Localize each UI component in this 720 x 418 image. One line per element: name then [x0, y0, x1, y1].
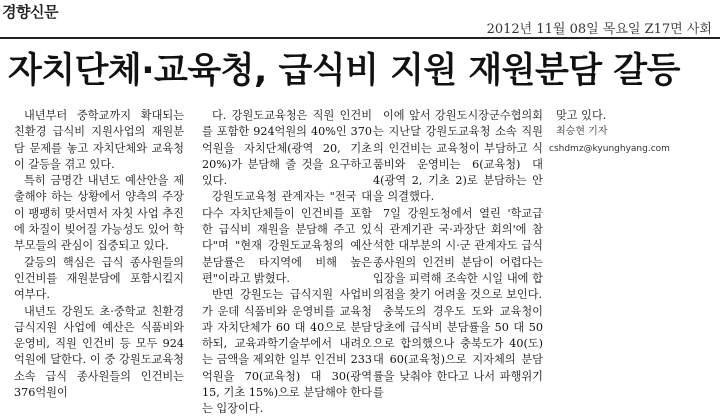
- paragraph: 충북도의 경우도 도와 교육청이 당초에 급식비 분담률을 50 대 50으로 합의했으나 충북도가 40(도) 대 60(교육청)으로 지자체의 분담률을 낮춰야 한다고 나서 파행위기를: [373, 304, 543, 400]
- article-column-4: [546, 108, 716, 157]
- paragraph: 7일 강원도청에서 열린 '학교급식 관계기관 국·과장단 회의'에 참석한 대부분의 시·군 관계자도 급식 종사원의 인건비 분담이 어렵다는 입장을 피력해 조속한 시일 내에 합의점을 찾기 어려울 것으로 보인다.: [373, 206, 543, 302]
- paragraph: 다. 강원도교육청은 직원 인건비를 포함한 924억원의 40%인 370억원을 자치단체(광역 20, 기초 20%)가 분담해 줄 것을 요구하고 있다.: [202, 109, 372, 188]
- headline: 자치단체·교육청, 급식비 지원 재원분담 갈등: [8, 51, 680, 91]
- paragraph: 맞고 있다.: [556, 109, 607, 122]
- dateline: 2012년 11월 08일 목요일 Z17면 사회: [486, 22, 712, 37]
- byline-email: cshdmz@kyunghyang.com: [549, 143, 670, 154]
- paragraph: 반면 강원도는 급식지원 사업비가 운데 식품비와 운영비를 교육청과 자치단체가 60 대 40으로 분담하되, 교육과학기술부에서 내려오는 금액을 제외한 일부 인건비 233억원을 70(교육청) 대 30(광역 15, 기초 15%)으로 분담해야 한다는 입장이다.: [202, 288, 372, 416]
- masthead-rule: [0, 37, 720, 39]
- newspaper-name: 경향신문: [2, 3, 58, 21]
- byline: [546, 124, 716, 157]
- paragraph: 이에 앞서 강원도시장군수협의회는 지난달 강원도교육청 소속 직원의 인건비는 교육청이 부담하고 식품비와 운영비는 6(교육청) 대 4(광역 2, 기초 2)로 분담하는 안을 의결했다.: [373, 109, 543, 204]
- article-column-3: [373, 108, 543, 401]
- masthead: [0, 0, 720, 44]
- paragraph: 갈등의 핵심은 급식 종사원들의 인건비를 재원분담에 포함시킬지 여부다.: [14, 255, 184, 302]
- article-column-1: [14, 108, 184, 401]
- article-column-2: [202, 108, 372, 418]
- byline-name: 최승현 기자: [556, 126, 608, 138]
- paragraph: 특히 금명간 내년도 예산안을 제출해야 하는 상황에서 양측의 주장이 팽팽히 맞서면서 자칫 사업 추진에 차질이 빚어질 가능성도 있어 학부모들의 관심이 집중되고 있다.: [14, 174, 184, 253]
- paragraph: 내년도 강원도 초·중학교 친환경 급식지원 사업에 예산은 식품비와 운영비, 직원 인건비 등 모두 924억원에 달한다. 이 중 강원도교육청 소속 급식 종사원들의 인건비는 376억원이: [14, 304, 184, 400]
- paragraph: 내년부터 중학교까지 확대되는 친환경 급식비 지원사업의 재원분담 문제를 놓고 자치단체와 교육청이 갈등을 겪고 있다.: [14, 109, 184, 171]
- paragraph: 강원도교육청 관계자는 "전국 대다수 자치단체들이 인건비를 포함한 급식비 재원을 분담해 주고 있다"며 "현재 강원도교육청의 예산 분담률은 타지역에 비해 높은 편"이라고 밝혔다.: [202, 190, 372, 285]
